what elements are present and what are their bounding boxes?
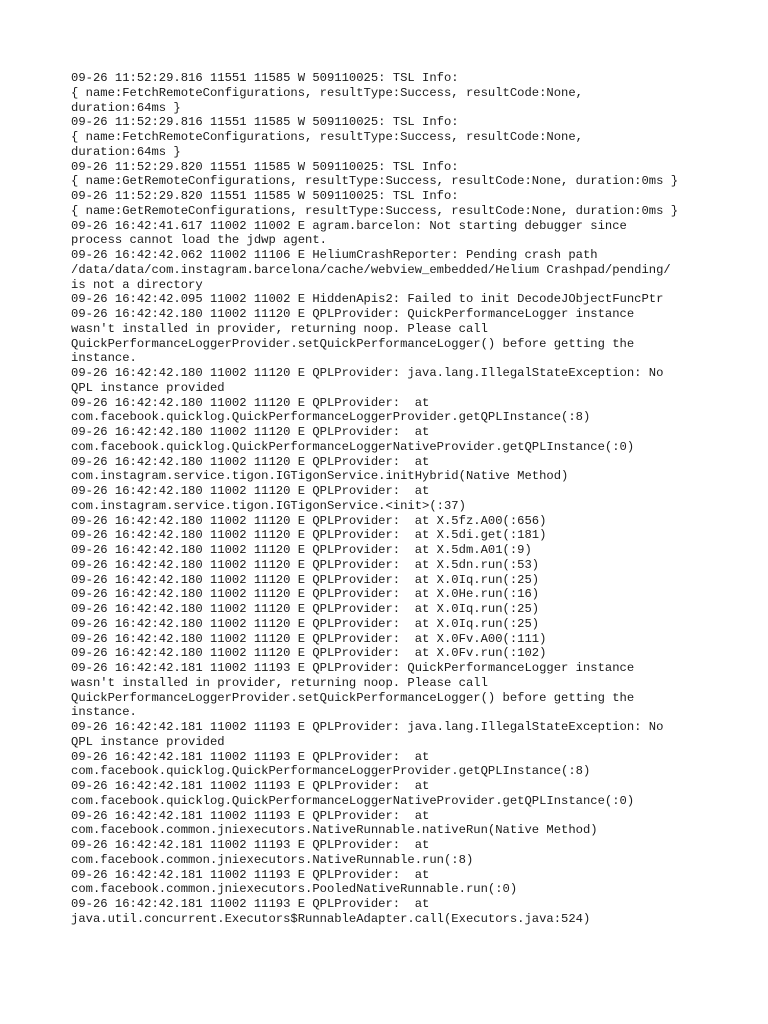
log-line: 09-26 16:42:42.180 11002 11120 E QPLProvider: at <box>71 454 430 469</box>
log-line: 09-26 16:42:42.180 11002 11120 E QPLProvider: QuickPerformanceLogger instance <box>71 307 635 321</box>
log-line: QPL instance provided <box>71 380 225 395</box>
log-line: process cannot load the jdwp agent. <box>71 233 327 248</box>
log-line: 09-26 16:42:42.180 11002 11120 E QPLProvider: at X.5dm.A01(:9) <box>71 543 532 557</box>
log-line: java.util.concurrent.Executors$RunnableAdapter.call(Executors.java:524) <box>71 911 591 926</box>
log-line: instance. <box>71 705 137 720</box>
log-line: is not a directory <box>71 277 203 292</box>
log-line: com.instagram.service.tigon.IGTigonService.<init>(:37) <box>71 498 466 513</box>
log-line: com.facebook.quicklog.QuickPerformanceLoggerNativeProvider.getQPLInstance(:0) <box>71 439 635 454</box>
log-line: 09-26 16:42:42.180 11002 11120 E QPLProvider: at <box>71 395 430 410</box>
log-line: com.facebook.common.jniexecutors.NativeRunnable.run(:8) <box>71 852 474 867</box>
log-line: 09-26 16:42:42.181 11002 11193 E QPLProvider: at <box>71 779 430 793</box>
log-line: com.facebook.common.jniexecutors.NativeRunnable.nativeRun(Native Method) <box>71 823 598 838</box>
log-line: QuickPerformanceLoggerProvider.setQuickPerformanceLogger() before getting the <box>71 690 635 705</box>
log-line: com.facebook.quicklog.QuickPerformanceLoggerProvider.getQPLInstance(:8) <box>71 764 591 779</box>
log-line: 09-26 16:42:42.181 11002 11193 E QPLProvider: at <box>71 897 430 911</box>
log-line: 09-26 16:42:42.181 11002 11193 E QPLProvider: java.lang.IllegalStateException: No <box>71 720 664 734</box>
log-line: 09-26 16:42:42.180 11002 11120 E QPLProvider: at X.0Fv.run(:102) <box>71 646 547 661</box>
log-line: /data/data/com.instagram.barcelona/cache/webview_embedded/Helium Crashpad/pending/ <box>71 262 671 277</box>
log-line: instance. <box>71 351 137 366</box>
log-text-block <box>71 71 711 927</box>
log-line: 09-26 16:42:42.180 11002 11120 E QPLProvider: at X.5dn.run(:53) <box>71 557 540 572</box>
log-line: 09-26 16:42:42.180 11002 11120 E QPLProvider: at <box>71 425 430 439</box>
log-line: 09-26 16:42:42.181 11002 11193 E QPLProvider: at <box>71 749 430 764</box>
log-line: wasn't installed in provider, returning noop. Please call <box>71 675 488 690</box>
log-line: 09-26 16:42:42.181 11002 11193 E QPLProvider: at <box>71 838 430 852</box>
log-line: 09-26 16:42:41.617 11002 11002 E agram.barcelon: Not starting debugger since <box>71 218 627 233</box>
log-line: com.facebook.quicklog.QuickPerformanceLoggerNativeProvider.getQPLInstance(:0) <box>71 793 635 808</box>
log-line: 09-26 16:42:42.180 11002 11120 E QPLProvider: at X.5di.get(:181) <box>71 528 547 543</box>
log-line: { name:GetRemoteConfigurations, resultType:Success, resultCode:None, duration:0ms } <box>71 203 679 218</box>
log-line: com.instagram.service.tigon.IGTigonService.initHybrid(Native Method) <box>71 469 569 484</box>
log-line: 09-26 11:52:29.816 11551 11585 W 509110025: TSL Info: <box>71 71 459 85</box>
log-line: 09-26 16:42:42.062 11002 11106 E HeliumCrashReporter: Pending crash path <box>71 248 598 262</box>
log-line: { name:FetchRemoteConfigurations, resultType:Success, resultCode:None, <box>71 130 583 144</box>
log-line: { name:FetchRemoteConfigurations, resultType:Success, resultCode:None, <box>71 85 583 100</box>
log-line: com.facebook.common.jniexecutors.PooledNativeRunnable.run(:0) <box>71 882 518 897</box>
log-line: 09-26 16:42:42.180 11002 11120 E QPLProvider: at X.0Iq.run(:25) <box>71 602 540 616</box>
log-line: duration:64ms } <box>71 144 181 159</box>
log-line: 09-26 16:42:42.180 11002 11120 E QPLProvider: at <box>71 484 430 498</box>
log-line: 09-26 16:42:42.181 11002 11193 E QPLProvider: at <box>71 808 430 823</box>
log-line: 09-26 16:42:42.180 11002 11120 E QPLProvider: at X.0Iq.run(:25) <box>71 616 540 631</box>
log-line: 09-26 16:42:42.180 11002 11120 E QPLProvider: at X.0Iq.run(:25) <box>71 572 540 587</box>
log-line: 09-26 16:42:42.180 11002 11120 E QPLProvider: at X.5fz.A00(:656) <box>71 513 547 528</box>
log-line: QPL instance provided <box>71 734 225 749</box>
log-line: 09-26 16:42:42.180 11002 11120 E QPLProvider: at X.0Fv.A00(:111) <box>71 631 547 646</box>
log-line: 09-26 16:42:42.095 11002 11002 E HiddenApis2: Failed to init DecodeJObjectFuncPtr <box>71 292 664 307</box>
log-line: 09-26 11:52:29.820 11551 11585 W 509110025: TSL Info: <box>71 159 459 174</box>
log-line: 09-26 11:52:29.816 11551 11585 W 509110025: TSL Info: <box>71 115 459 130</box>
log-line: 09-26 11:52:29.820 11551 11585 W 509110025: TSL Info: <box>71 189 459 203</box>
log-line: 09-26 16:42:42.180 11002 11120 E QPLProvider: at X.0He.run(:16) <box>71 587 540 602</box>
log-line: wasn't installed in provider, returning noop. Please call <box>71 321 488 336</box>
log-line: QuickPerformanceLoggerProvider.setQuickPerformanceLogger() before getting the <box>71 336 635 351</box>
log-line: com.facebook.quicklog.QuickPerformanceLoggerProvider.getQPLInstance(:8) <box>71 410 591 425</box>
log-line: duration:64ms } <box>71 100 181 115</box>
log-line: { name:GetRemoteConfigurations, resultType:Success, resultCode:None, duration:0ms } <box>71 174 679 189</box>
log-line: 09-26 16:42:42.180 11002 11120 E QPLProvider: java.lang.IllegalStateException: No <box>71 366 664 380</box>
log-line: 09-26 16:42:42.181 11002 11193 E QPLProvider: QuickPerformanceLogger instance <box>71 661 635 675</box>
log-line: 09-26 16:42:42.181 11002 11193 E QPLProvider: at <box>71 867 430 882</box>
